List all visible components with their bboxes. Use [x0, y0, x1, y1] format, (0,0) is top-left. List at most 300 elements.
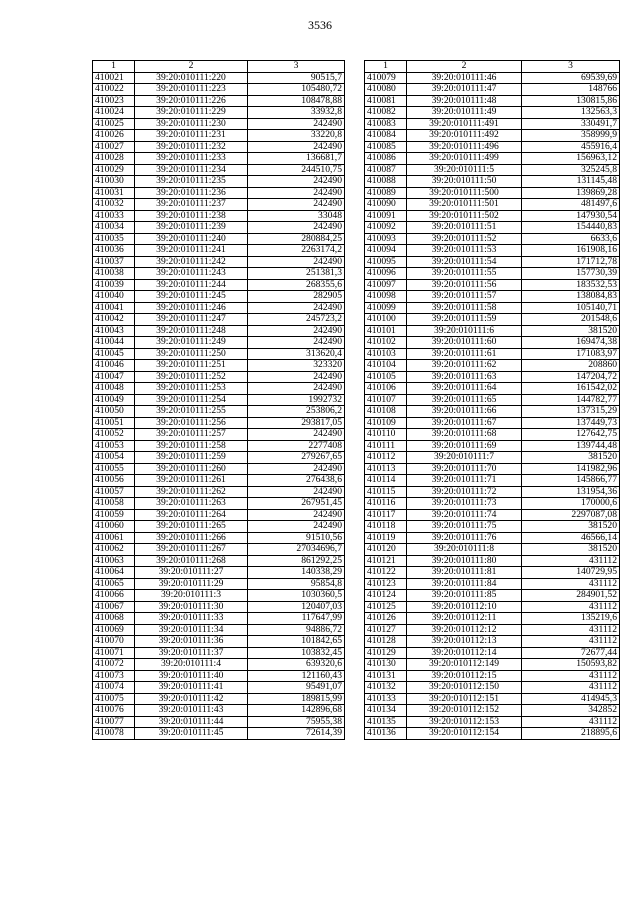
table-row [93, 728, 345, 740]
value-cell: 33048 [248, 210, 345, 222]
cadastral-number-cell: 39:20:010111:40 [135, 670, 248, 682]
row-number-cell: 410060 [93, 521, 135, 533]
value-cell: 293817,05 [248, 417, 345, 429]
value-cell: 245723,2 [248, 314, 345, 326]
row-number-cell: 410032 [93, 199, 135, 211]
table-row [93, 475, 345, 487]
cadastral-number-cell: 39:20:010111:57 [407, 291, 522, 303]
table-row [365, 141, 620, 153]
row-number-cell: 410031 [93, 187, 135, 199]
value-cell: 94886,72 [248, 624, 345, 636]
row-number-cell: 410033 [93, 210, 135, 222]
cadastral-number-cell: 39:20:010111:72 [407, 486, 522, 498]
value-cell: 131145,48 [522, 176, 620, 188]
cadastral-number-cell: 39:20:010111:8 [407, 544, 522, 556]
cadastral-number-cell: 39:20:010111:261 [135, 475, 248, 487]
row-number-cell: 410126 [365, 613, 407, 625]
value-cell: 358999,9 [522, 130, 620, 142]
row-number-cell: 410087 [365, 164, 407, 176]
value-cell: 139744,48 [522, 440, 620, 452]
row-number-cell: 410065 [93, 578, 135, 590]
table-row [93, 95, 345, 107]
table-row [365, 291, 620, 303]
page-number: 3536 [308, 18, 332, 32]
value-cell: 189815,99 [248, 693, 345, 705]
table-row [365, 555, 620, 567]
cadastral-number-cell: 39:20:010112:151 [407, 693, 522, 705]
value-cell: 27034696,7 [248, 544, 345, 556]
table-row [93, 256, 345, 268]
cadastral-number-cell: 39:20:010111:51 [407, 222, 522, 234]
table-row [93, 348, 345, 360]
cadastral-number-cell: 39:20:010111:75 [407, 521, 522, 533]
cadastral-number-cell: 39:20:010112:154 [407, 728, 522, 740]
cadastral-number-cell: 39:20:010111:5 [407, 164, 522, 176]
cadastral-number-cell: 39:20:010111:235 [135, 176, 248, 188]
cadastral-number-cell: 39:20:010111:238 [135, 210, 248, 222]
table-row [365, 475, 620, 487]
row-number-cell: 410119 [365, 532, 407, 544]
cadastral-number-cell: 39:20:010111:55 [407, 268, 522, 280]
table-row [365, 210, 620, 222]
value-cell: 117647,99 [248, 613, 345, 625]
cadastral-number-cell: 39:20:010111:73 [407, 498, 522, 510]
cadastral-number-cell: 39:20:010112:11 [407, 613, 522, 625]
table-row [365, 233, 620, 245]
table-row [93, 693, 345, 705]
row-number-cell: 410113 [365, 463, 407, 475]
table-row [365, 325, 620, 337]
row-number-cell: 410039 [93, 279, 135, 291]
value-cell: 242490 [248, 429, 345, 441]
value-cell: 284901,52 [522, 590, 620, 602]
table-row [365, 394, 620, 406]
row-number-cell: 410097 [365, 279, 407, 291]
cadastral-number-cell: 39:20:010111:43 [135, 705, 248, 717]
cadastral-number-cell: 39:20:010112:150 [407, 682, 522, 694]
value-cell: 169474,38 [522, 337, 620, 349]
row-number-cell: 410106 [365, 383, 407, 395]
cadastral-number-cell: 39:20:010111:34 [135, 624, 248, 636]
table-row [93, 360, 345, 372]
cadastral-number-cell: 39:20:010111:231 [135, 130, 248, 142]
row-number-cell: 410042 [93, 314, 135, 326]
cadastral-number-cell: 39:20:010111:27 [135, 567, 248, 579]
row-number-cell: 410074 [93, 682, 135, 694]
value-cell: 147204,72 [522, 371, 620, 383]
value-cell: 431112 [522, 624, 620, 636]
row-number-cell: 410046 [93, 360, 135, 372]
value-cell: 381520 [522, 452, 620, 464]
cadastral-number-cell: 39:20:010111:71 [407, 475, 522, 487]
row-number-cell: 410030 [93, 176, 135, 188]
row-number-cell: 410103 [365, 348, 407, 360]
cadastral-number-cell: 39:20:010111:245 [135, 291, 248, 303]
table-row [365, 670, 620, 682]
table-row [93, 164, 345, 176]
row-number-cell: 410111 [365, 440, 407, 452]
table-row [365, 567, 620, 579]
cadastral-number-cell: 39:20:010111:268 [135, 555, 248, 567]
cadastral-number-cell: 39:20:010111:6 [407, 325, 522, 337]
table-row [365, 72, 620, 84]
value-cell: 135219,6 [522, 613, 620, 625]
value-cell: 279267,65 [248, 452, 345, 464]
value-cell: 90515,7 [248, 72, 345, 84]
value-cell: 242490 [248, 118, 345, 130]
value-cell: 431112 [522, 670, 620, 682]
cadastral-number-cell: 39:20:010111:33 [135, 613, 248, 625]
cadastral-number-cell: 39:20:010111:84 [407, 578, 522, 590]
table-row [93, 429, 345, 441]
column-header: 3 [522, 61, 620, 73]
cadastral-number-cell: 39:20:010111:223 [135, 84, 248, 96]
table-row [93, 371, 345, 383]
cadastral-number-cell: 39:20:010111:252 [135, 371, 248, 383]
cadastral-number-cell: 39:20:010111:47 [407, 84, 522, 96]
table-row [93, 544, 345, 556]
cadastral-number-cell: 39:20:010112:149 [407, 659, 522, 671]
value-cell: 242490 [248, 222, 345, 234]
table-row [93, 302, 345, 314]
table-row [93, 84, 345, 96]
value-cell: 861292,25 [248, 555, 345, 567]
cadastral-number-cell: 39:20:010111:45 [135, 728, 248, 740]
cadastral-number-cell: 39:20:010111:37 [135, 647, 248, 659]
table-row [93, 509, 345, 521]
table-row [365, 693, 620, 705]
value-cell: 132563,3 [522, 107, 620, 119]
value-cell: 455916,4 [522, 141, 620, 153]
table-row [93, 670, 345, 682]
table-row [93, 417, 345, 429]
value-cell: 251381,3 [248, 268, 345, 280]
row-number-cell: 410063 [93, 555, 135, 567]
value-cell: 142896,68 [248, 705, 345, 717]
row-number-cell: 410096 [365, 268, 407, 280]
table-row [365, 601, 620, 613]
row-number-cell: 410035 [93, 233, 135, 245]
cadastral-number-cell: 39:20:010111:260 [135, 463, 248, 475]
table-row [93, 578, 345, 590]
table-row [365, 429, 620, 441]
cadastral-number-cell: 39:20:010111:253 [135, 383, 248, 395]
cadastral-number-cell: 39:20:010112:152 [407, 705, 522, 717]
row-number-cell: 410116 [365, 498, 407, 510]
row-number-cell: 410072 [93, 659, 135, 671]
cadastral-number-cell: 39:20:010111:30 [135, 601, 248, 613]
table-row [365, 613, 620, 625]
cadastral-number-cell: 39:20:010111:256 [135, 417, 248, 429]
cadastral-number-cell: 39:20:010111:266 [135, 532, 248, 544]
table-row [93, 636, 345, 648]
value-cell: 91510,56 [248, 532, 345, 544]
cadastral-number-cell: 39:20:010111:267 [135, 544, 248, 556]
row-number-cell: 410071 [93, 647, 135, 659]
cadastral-number-cell: 39:20:010111:63 [407, 371, 522, 383]
cadastral-number-cell: 39:20:010111:59 [407, 314, 522, 326]
table-row [365, 107, 620, 119]
row-number-cell: 410109 [365, 417, 407, 429]
cadastral-number-cell: 39:20:010111:69 [407, 440, 522, 452]
cadastral-number-cell: 39:20:010111:491 [407, 118, 522, 130]
row-number-cell: 410135 [365, 716, 407, 728]
row-number-cell: 410061 [93, 532, 135, 544]
value-cell: 108478,88 [248, 95, 345, 107]
row-number-cell: 410050 [93, 406, 135, 418]
cadastral-number-cell: 39:20:010111:29 [135, 578, 248, 590]
row-number-cell: 410108 [365, 406, 407, 418]
row-number-cell: 410056 [93, 475, 135, 487]
value-cell: 103832,45 [248, 647, 345, 659]
cadastral-number-cell: 39:20:010111:3 [135, 590, 248, 602]
row-number-cell: 410024 [93, 107, 135, 119]
column-header: 2 [407, 61, 522, 73]
cadastral-number-cell: 39:20:010111:64 [407, 383, 522, 395]
cadastral-number-cell: 39:20:010111:239 [135, 222, 248, 234]
cadastral-number-cell: 39:20:010111:61 [407, 348, 522, 360]
row-number-cell: 410099 [365, 302, 407, 314]
row-number-cell: 410134 [365, 705, 407, 717]
value-cell: 170000,6 [522, 498, 620, 510]
cadastral-number-cell: 39:20:010111:232 [135, 141, 248, 153]
table-row [365, 624, 620, 636]
row-number-cell: 410127 [365, 624, 407, 636]
value-cell: 148766 [522, 84, 620, 96]
row-number-cell: 410090 [365, 199, 407, 211]
cadastral-number-cell: 39:20:010111:74 [407, 509, 522, 521]
row-number-cell: 410023 [93, 95, 135, 107]
row-number-cell: 410104 [365, 360, 407, 372]
value-cell: 156963,12 [522, 153, 620, 165]
row-number-cell: 410083 [365, 118, 407, 130]
value-cell: 242490 [248, 187, 345, 199]
cadastral-number-cell: 39:20:010111:251 [135, 360, 248, 372]
value-cell: 242490 [248, 176, 345, 188]
column-header: 3 [248, 61, 345, 73]
value-cell: 145866,77 [522, 475, 620, 487]
value-cell: 381520 [522, 521, 620, 533]
row-number-cell: 410120 [365, 544, 407, 556]
row-number-cell: 410077 [93, 716, 135, 728]
table-row [365, 302, 620, 314]
row-number-cell: 410037 [93, 256, 135, 268]
row-number-cell: 410059 [93, 509, 135, 521]
cadastral-number-cell: 39:20:010112:10 [407, 601, 522, 613]
table-row [93, 463, 345, 475]
cadastral-number-cell: 39:20:010111:264 [135, 509, 248, 521]
row-number-cell: 410133 [365, 693, 407, 705]
table-row [365, 164, 620, 176]
value-cell: 140338,29 [248, 567, 345, 579]
value-cell: 208860 [522, 360, 620, 372]
row-number-cell: 410091 [365, 210, 407, 222]
table-row [93, 72, 345, 84]
cadastral-number-cell: 39:20:010111:501 [407, 199, 522, 211]
table-row [93, 394, 345, 406]
table-row [93, 187, 345, 199]
table-row [93, 406, 345, 418]
row-number-cell: 410027 [93, 141, 135, 153]
table-row [365, 153, 620, 165]
value-cell: 130815,86 [522, 95, 620, 107]
value-cell: 431112 [522, 578, 620, 590]
value-cell: 6633,6 [522, 233, 620, 245]
value-cell: 33932,8 [248, 107, 345, 119]
row-number-cell: 410069 [93, 624, 135, 636]
column-header: 1 [365, 61, 407, 73]
row-number-cell: 410112 [365, 452, 407, 464]
cadastral-number-cell: 39:20:010112:15 [407, 670, 522, 682]
value-cell: 2297087,08 [522, 509, 620, 521]
value-cell: 218895,6 [522, 728, 620, 740]
cadastral-number-cell: 39:20:010111:226 [135, 95, 248, 107]
row-number-cell: 410136 [365, 728, 407, 740]
value-cell: 1030360,5 [248, 590, 345, 602]
header-row [93, 61, 345, 73]
row-number-cell: 410100 [365, 314, 407, 326]
row-number-cell: 410057 [93, 486, 135, 498]
value-cell: 414945,3 [522, 693, 620, 705]
row-number-cell: 410132 [365, 682, 407, 694]
cadastral-number-cell: 39:20:010111:265 [135, 521, 248, 533]
value-cell: 136681,7 [248, 153, 345, 165]
table-row [93, 440, 345, 452]
cadastral-number-cell: 39:20:010111:241 [135, 245, 248, 257]
row-number-cell: 410045 [93, 348, 135, 360]
cadastral-number-cell: 39:20:010111:62 [407, 360, 522, 372]
cadastral-number-cell: 39:20:010111:68 [407, 429, 522, 441]
row-number-cell: 410062 [93, 544, 135, 556]
row-number-cell: 410067 [93, 601, 135, 613]
value-cell: 105480,72 [248, 84, 345, 96]
value-cell: 127642,75 [522, 429, 620, 441]
row-number-cell: 410051 [93, 417, 135, 429]
value-cell: 75955,38 [248, 716, 345, 728]
row-number-cell: 410084 [365, 130, 407, 142]
row-number-cell: 410122 [365, 567, 407, 579]
cadastral-number-cell: 39:20:010111:500 [407, 187, 522, 199]
table-row [365, 705, 620, 717]
value-cell: 137315,29 [522, 406, 620, 418]
row-number-cell: 410036 [93, 245, 135, 257]
row-number-cell: 410125 [365, 601, 407, 613]
row-number-cell: 410079 [365, 72, 407, 84]
row-number-cell: 410021 [93, 72, 135, 84]
table-row [93, 118, 345, 130]
table-row [365, 498, 620, 510]
table-row [365, 268, 620, 280]
value-cell: 138084,83 [522, 291, 620, 303]
cadastral-number-cell: 39:20:010112:153 [407, 716, 522, 728]
value-cell: 1992732 [248, 394, 345, 406]
table-row [365, 636, 620, 648]
row-number-cell: 410092 [365, 222, 407, 234]
table-row [365, 532, 620, 544]
table-row [93, 291, 345, 303]
table-row [365, 728, 620, 740]
cadastral-number-cell: 39:20:010111:81 [407, 567, 522, 579]
cadastral-number-cell: 39:20:010111:53 [407, 245, 522, 257]
table-row [93, 210, 345, 222]
table-row [93, 567, 345, 579]
row-number-cell: 410076 [93, 705, 135, 717]
cadastral-number-cell: 39:20:010111:85 [407, 590, 522, 602]
row-number-cell: 410081 [365, 95, 407, 107]
row-number-cell: 410058 [93, 498, 135, 510]
cadastral-number-cell: 39:20:010111:236 [135, 187, 248, 199]
table-row [93, 624, 345, 636]
row-number-cell: 410094 [365, 245, 407, 257]
row-number-cell: 410093 [365, 233, 407, 245]
cadastral-number-cell: 39:20:010111:58 [407, 302, 522, 314]
value-cell: 431112 [522, 555, 620, 567]
table-row [365, 360, 620, 372]
cadastral-number-cell: 39:20:010111:240 [135, 233, 248, 245]
value-cell: 141982,96 [522, 463, 620, 475]
value-cell: 323320 [248, 360, 345, 372]
cadastral-number-cell: 39:20:010111:262 [135, 486, 248, 498]
value-cell: 150593,82 [522, 659, 620, 671]
table-row [365, 348, 620, 360]
value-cell: 639320,6 [248, 659, 345, 671]
row-number-cell: 410121 [365, 555, 407, 567]
table-row [365, 417, 620, 429]
cadastral-number-cell: 39:20:010111:80 [407, 555, 522, 567]
registry-table-left [92, 60, 345, 740]
value-cell: 242490 [248, 383, 345, 395]
column-header: 1 [93, 61, 135, 73]
table-row [365, 222, 620, 234]
table-row [93, 130, 345, 142]
row-number-cell: 410070 [93, 636, 135, 648]
table-row [365, 544, 620, 556]
table-row [93, 222, 345, 234]
value-cell: 201548,6 [522, 314, 620, 326]
table-row [365, 95, 620, 107]
value-cell: 242490 [248, 463, 345, 475]
row-number-cell: 410124 [365, 590, 407, 602]
cadastral-number-cell: 39:20:010111:249 [135, 337, 248, 349]
table-row [365, 337, 620, 349]
value-cell: 330491,7 [522, 118, 620, 130]
row-number-cell: 410052 [93, 429, 135, 441]
row-number-cell: 410025 [93, 118, 135, 130]
cadastral-number-cell: 39:20:010111:65 [407, 394, 522, 406]
value-cell: 95491,07 [248, 682, 345, 694]
table-row [93, 647, 345, 659]
value-cell: 253806,2 [248, 406, 345, 418]
table-row [365, 130, 620, 142]
value-cell: 147930,54 [522, 210, 620, 222]
row-number-cell: 410130 [365, 659, 407, 671]
value-cell: 242490 [248, 256, 345, 268]
cadastral-number-cell: 39:20:010111:44 [135, 716, 248, 728]
registry-table-right [364, 60, 620, 740]
value-cell: 381520 [522, 325, 620, 337]
value-cell: 381520 [522, 544, 620, 556]
row-number-cell: 410102 [365, 337, 407, 349]
cadastral-number-cell: 39:20:010112:13 [407, 636, 522, 648]
value-cell: 242490 [248, 199, 345, 211]
cadastral-number-cell: 39:20:010111:230 [135, 118, 248, 130]
row-number-cell: 410055 [93, 463, 135, 475]
row-number-cell: 410123 [365, 578, 407, 590]
column-header: 2 [135, 61, 248, 73]
value-cell: 33220,8 [248, 130, 345, 142]
row-number-cell: 410118 [365, 521, 407, 533]
value-cell: 120407,03 [248, 601, 345, 613]
